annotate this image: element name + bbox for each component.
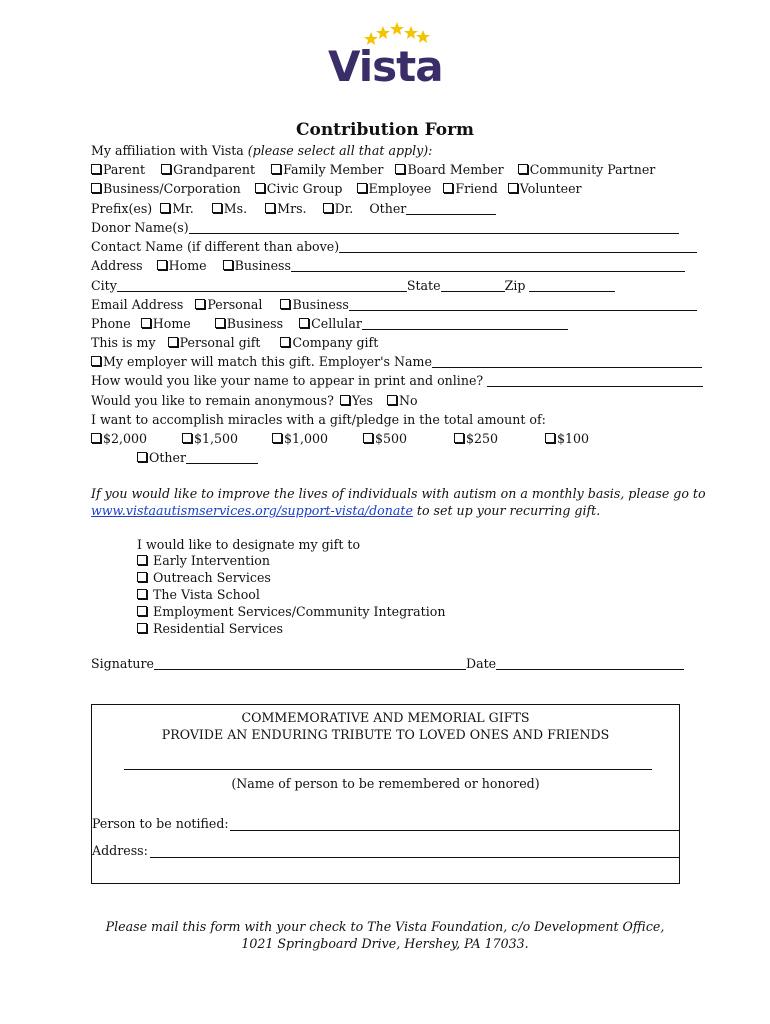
memorial-address-label: Address:: [92, 843, 148, 858]
signature-field[interactable]: [154, 658, 466, 670]
name-print-field[interactable]: [487, 375, 703, 387]
memorial-heading-1: COMMEMORATIVE AND MEMORIAL GIFTS: [241, 710, 530, 725]
date-field[interactable]: [496, 658, 684, 670]
address-field[interactable]: [291, 260, 685, 272]
checkbox-board-member[interactable]: Board Member: [395, 162, 503, 177]
footer-line-2: 1021 Springboard Drive, Hershey, PA 17033.: [241, 936, 529, 951]
checkbox-employer-match[interactable]: My employer will match this gift. Employer's Name: [91, 354, 432, 369]
amount-1500[interactable]: $1,500: [182, 431, 238, 446]
employer-name-field[interactable]: [432, 356, 702, 368]
city-field[interactable]: [117, 280, 407, 292]
memorial-address-field[interactable]: [150, 857, 679, 858]
memorial-box: [91, 704, 680, 884]
address-row: Address Home Business: [91, 258, 685, 273]
designate-vista-school[interactable]: The Vista School: [137, 587, 260, 602]
contact-name-row: Contact Name (if different than above): [91, 239, 697, 254]
checkbox-family-member[interactable]: Family Member: [271, 162, 383, 177]
amount-1000[interactable]: $1,000: [272, 431, 328, 446]
anonymous-row: Would you like to remain anonymous? Yes No: [91, 393, 418, 408]
donor-names-row: Donor Name(s): [91, 220, 679, 235]
vista-logo: [318, 14, 458, 96]
email-row: Email Address Personal Business: [91, 297, 697, 312]
honoree-caption: (Name of person to be remembered or honored): [231, 776, 540, 791]
checkbox-employee[interactable]: Employee: [357, 181, 432, 196]
city-row: City State Zip: [91, 278, 615, 293]
monthly-link-row: www.vistaautismservices.org/support-vista/donate to set up your recurring gift.: [91, 503, 601, 518]
logo-wordmark: Vista: [328, 42, 443, 91]
checkbox-phone-business[interactable]: Business: [215, 316, 283, 331]
amount-250[interactable]: $250: [454, 431, 498, 446]
affiliation-row-2: [91, 181, 582, 196]
checkbox-address-home[interactable]: Home: [157, 258, 207, 273]
checkbox-mr[interactable]: Mr.: [160, 201, 194, 216]
checkbox-email-business[interactable]: Business: [280, 297, 348, 312]
amount-2000[interactable]: $2,000: [91, 431, 147, 446]
name-print-row: How would you like your name to appear in print and online?: [91, 373, 703, 388]
amount-500[interactable]: $500: [363, 431, 407, 446]
checkbox-phone-home[interactable]: Home: [141, 316, 191, 331]
notify-field[interactable]: [230, 830, 679, 831]
monthly-text: If you would like to improve the lives of individuals with autism on a monthly basis, please go to: [91, 486, 706, 501]
notify-label: Person to be notified:: [92, 816, 229, 831]
phone-row: Phone Home Business Cellular: [91, 316, 568, 331]
checkbox-anonymous-yes[interactable]: Yes: [340, 393, 373, 408]
designate-employment-services[interactable]: Employment Services/Community Integration: [137, 604, 445, 619]
checkbox-company-gift[interactable]: Company gift: [280, 335, 378, 350]
designate-early-intervention[interactable]: Early Intervention: [137, 553, 270, 568]
affiliation-prompt: My affiliation with Vista (please select all that apply):: [91, 143, 433, 158]
prefix-other-field[interactable]: [406, 203, 496, 215]
checkbox-anonymous-no[interactable]: No: [387, 393, 418, 408]
amount-other-field[interactable]: [186, 452, 258, 464]
prefix-row: Prefix(es) Mr. Ms. Mrs. Dr. Other: [91, 201, 496, 216]
checkbox-volunteer[interactable]: Volunteer: [508, 181, 582, 196]
affiliation-row-1: [91, 162, 655, 177]
checkbox-civic-group[interactable]: Civic Group: [255, 181, 343, 196]
checkbox-ms[interactable]: Ms.: [212, 201, 247, 216]
gift-type-row: This is my Personal gift Company gift: [91, 335, 379, 350]
amount-other: [137, 450, 258, 465]
phone-field[interactable]: [362, 318, 568, 330]
contact-name-field[interactable]: [339, 241, 697, 253]
designate-outreach-services[interactable]: Outreach Services: [137, 570, 271, 585]
designate-residential-services[interactable]: Residential Services: [137, 621, 283, 636]
signature-row: Signature Date: [91, 656, 684, 671]
form-title: Contribution Form: [295, 120, 475, 140]
amount-label: I want to accomplish miracles with a gift/pledge in the total amount of:: [91, 412, 546, 427]
checkbox-mrs[interactable]: Mrs.: [265, 201, 306, 216]
honoree-name-field[interactable]: [124, 769, 652, 770]
employer-match-row: [91, 354, 702, 369]
designate-label: I would like to designate my gift to: [137, 537, 361, 552]
checkbox-dr[interactable]: Dr.: [323, 201, 354, 216]
checkbox-community-partner[interactable]: Community Partner: [518, 162, 656, 177]
checkbox-personal-gift[interactable]: Personal gift: [168, 335, 261, 350]
donate-link[interactable]: www.vistaautismservices.org/support-vista/donate: [91, 503, 413, 518]
checkbox-email-personal[interactable]: Personal: [195, 297, 262, 312]
donor-names-field[interactable]: [189, 222, 679, 234]
state-field[interactable]: [441, 280, 505, 292]
email-field[interactable]: [349, 299, 697, 311]
checkbox-grandparent[interactable]: Grandparent: [161, 162, 255, 177]
checkbox-parent[interactable]: Parent: [91, 162, 145, 177]
checkbox-amount-other[interactable]: Other: [137, 450, 186, 465]
checkbox-address-business[interactable]: Business: [223, 258, 291, 273]
footer-line-1: Please mail this form with your check to The Vista Foundation, c/o Development Office,: [105, 919, 665, 934]
amount-100[interactable]: $100: [545, 431, 589, 446]
checkbox-phone-cellular[interactable]: Cellular: [299, 316, 362, 331]
memorial-heading-2: PROVIDE AN ENDURING TRIBUTE TO LOVED ONES AND FRIENDS: [161, 727, 610, 742]
checkbox-friend[interactable]: Friend: [443, 181, 497, 196]
checkbox-business-corporation[interactable]: Business/Corporation: [91, 181, 241, 196]
